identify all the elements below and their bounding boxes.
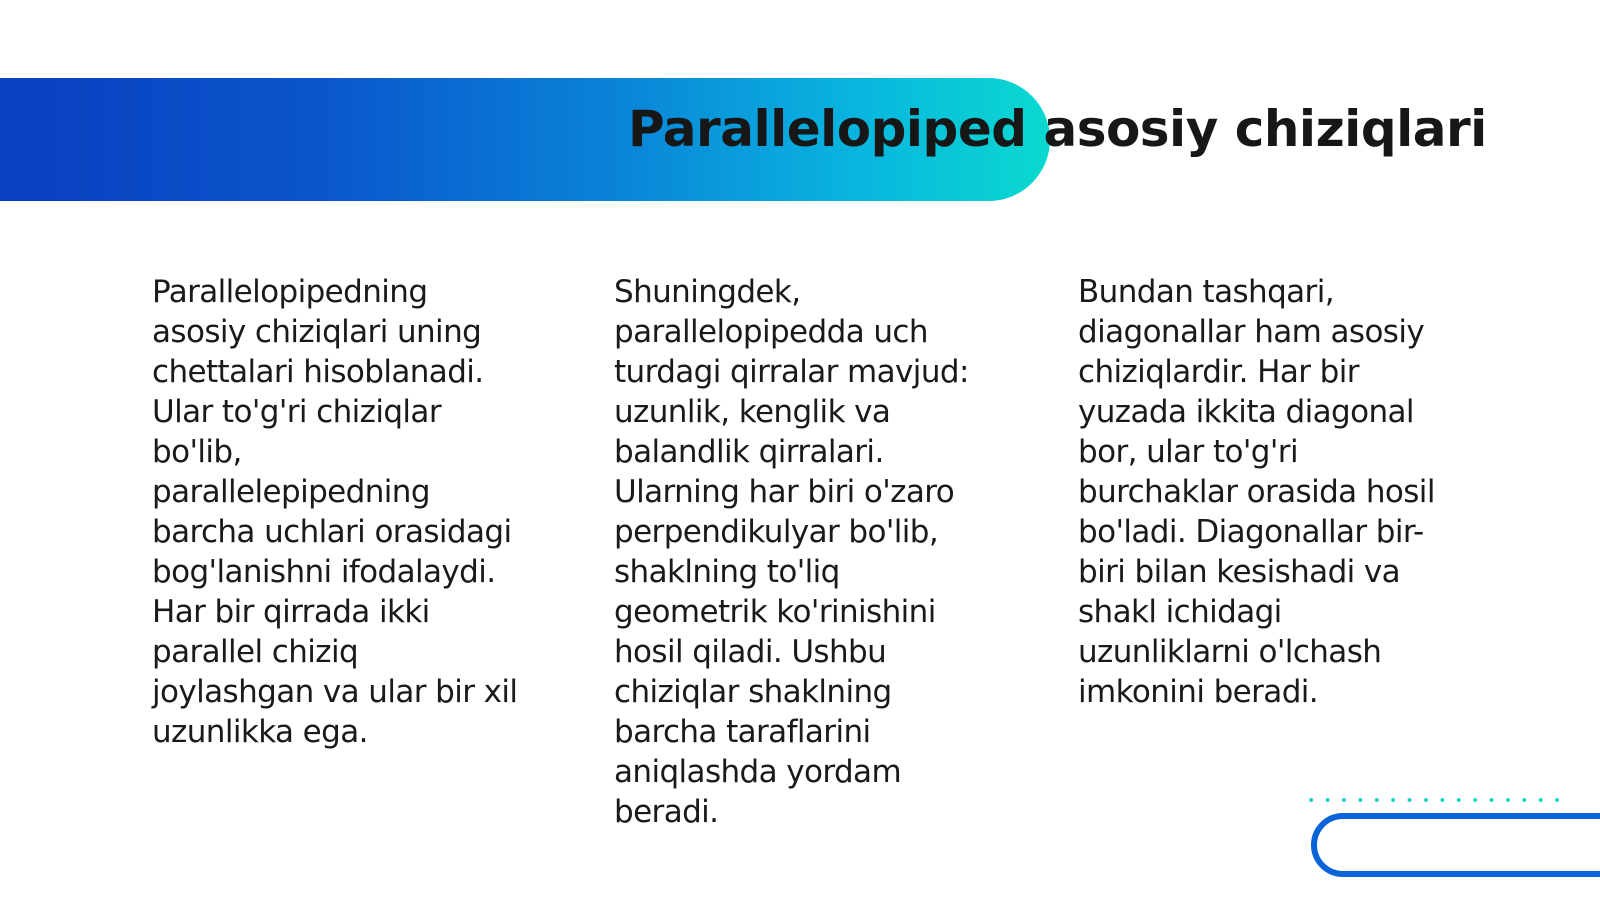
decorative-dot-row	[1303, 797, 1565, 803]
decorative-pill-outline	[1311, 813, 1600, 877]
text-column-1: Parallelopipedning asosiy chiziqlari uning chettalari hisoblanadi. Ular to'g'ri chiziqlar bo'lib, parallelepipedning barcha uchlari orasidagi bog'lanishni ifodalaydi. Har bir qirrada ikki parallel chiziq joylashgan va ular bir xil uzunlikka ega.	[152, 274, 518, 750]
text-column-2: Shuningdek, parallelopipedda uch turdagi qirralar mavjud: uzunlik, kenglik va balandlik qirralari. Ularning har biri o'zaro perpendikulyar bo'lib, shaklning to'liq geometrik ko'rinishini hosil qiladi. Ushbu chiziqlar shaklning barcha taraflarini aniqlashda yordam beradi.	[614, 274, 969, 830]
slide-title: Parallelopiped asosiy chiziqlari	[628, 100, 1487, 158]
text-column-3: Bundan tashqari, diagonallar ham asosiy chiziqlardir. Har bir yuzada ikkita diagonal bor, ular to'g'ri burchaklar orasida hosil bo'ladi. Diagonallar bir-biri bilan kesishadi va shakl ichidagi uzunliklarni o'lchash imkonini beradi.	[1078, 274, 1435, 710]
